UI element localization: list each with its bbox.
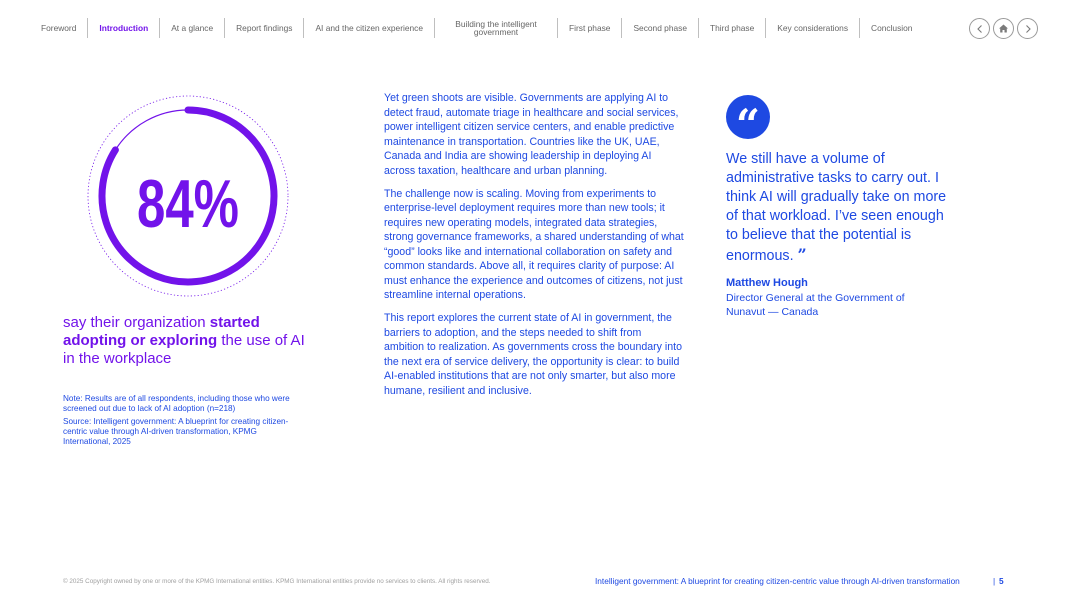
nav-item-key-considerations[interactable]: Key considerations [766, 18, 860, 38]
next-page-button[interactable] [1017, 18, 1038, 39]
quote-text: We still have a volume of administrative tasks to carry out. I think AI will gradually take on more of that workload. I’ve seen enough to believe that the potential is enormous. [726, 151, 947, 264]
nav-item-conclusion[interactable]: Conclusion [871, 23, 913, 33]
home-icon [998, 23, 1009, 34]
top-nav [30, 18, 923, 38]
pull-quote [726, 150, 956, 266]
body-paragraph: The challenge now is scaling. Moving from experiments to enterprise-level deployment requires more than new tools; it requires new operating models, integrated data strategies, strong governance frameworks, a shared understanding of what “good” looks like and international collaboration on safety and common standards. Above all, it requires clarity of purpose: AI must enhance the experience and outcomes of citizens, not just streamline internal operations. [384, 187, 684, 301]
nav-item-introduction[interactable]: Introduction [88, 18, 160, 38]
stat-caption [63, 314, 313, 368]
nav-item-ai-citizen-experience[interactable]: AI and the citizen experience [304, 18, 435, 38]
stat-caption-bold: started adopting or exploring [63, 314, 260, 349]
quote-author: Matthew Hough [726, 277, 808, 289]
chevron-left-icon [975, 24, 985, 34]
stat-caption-post: the use of AI in the workplace [63, 332, 305, 367]
nav-item-first-phase[interactable]: First phase [558, 18, 622, 38]
nav-item-second-phase[interactable]: Second phase [622, 18, 699, 38]
footer-separator: | [993, 576, 996, 586]
quote-author-role: Director General at the Government of Nunavut — Canada [726, 292, 905, 318]
body-text [384, 91, 684, 407]
close-quote-icon: ” [797, 245, 807, 264]
chevron-right-icon [1023, 24, 1033, 34]
body-paragraph: Yet green shoots are visible. Governments are applying AI to detect fraud, automate triage in healthcare and social services, power intelligent citizen service centers, and enable predictive maintenance in transportation. Countries like the UK, UAE, Canada and India are showing leadership in deploying AI across taxation, healthcare and urban planning. [384, 92, 679, 177]
nav-controls [969, 18, 1038, 39]
body-paragraph: This report explores the current state of AI in government, the barriers to adoption, and the steps needed to shift from ambition to realization. As governments cross the boundary into the next era of service delivery, the opportunity is clear: to build AI-enabled institutions that are not only smarter, but also more humane, resilient and inclusive. [384, 312, 682, 397]
prev-page-button[interactable] [969, 18, 990, 39]
source-text: Source: Intelligent government: A blueprint for creating citizen-centric value through AI-driven transformation, KPMG International, 2025 [63, 417, 289, 446]
stat-ring [85, 93, 291, 299]
nav-item-foreword[interactable]: Foreword [30, 18, 88, 38]
footer-report-title: Intelligent government: A blueprint for creating citizen-centric value through AI-driven transformation [595, 576, 960, 586]
copyright: © 2025 Copyright owned by one or more of the KPMG International entities. KPMG International entities provide no services to clients. All rights reserved. [63, 578, 491, 585]
note-text: Note: Results are of all respondents, including those who were screened out due to lack of AI adoption (n=218) [63, 394, 290, 413]
nav-item-building-intelligent-government[interactable]: Building the intelligent government [435, 18, 558, 38]
stat-value: 84% [137, 166, 239, 242]
page-number: 5 [999, 576, 1004, 586]
nav-item-at-a-glance[interactable]: At a glance [160, 18, 225, 38]
home-button[interactable] [993, 18, 1014, 39]
nav-item-third-phase[interactable]: Third phase [699, 18, 766, 38]
nav-item-report-findings[interactable]: Report findings [225, 18, 304, 38]
ring-thin-arc [115, 110, 188, 150]
quote-mark-icon: “ [726, 95, 770, 139]
note-block [63, 394, 298, 450]
stat-caption-pre: say their organization [63, 314, 210, 331]
